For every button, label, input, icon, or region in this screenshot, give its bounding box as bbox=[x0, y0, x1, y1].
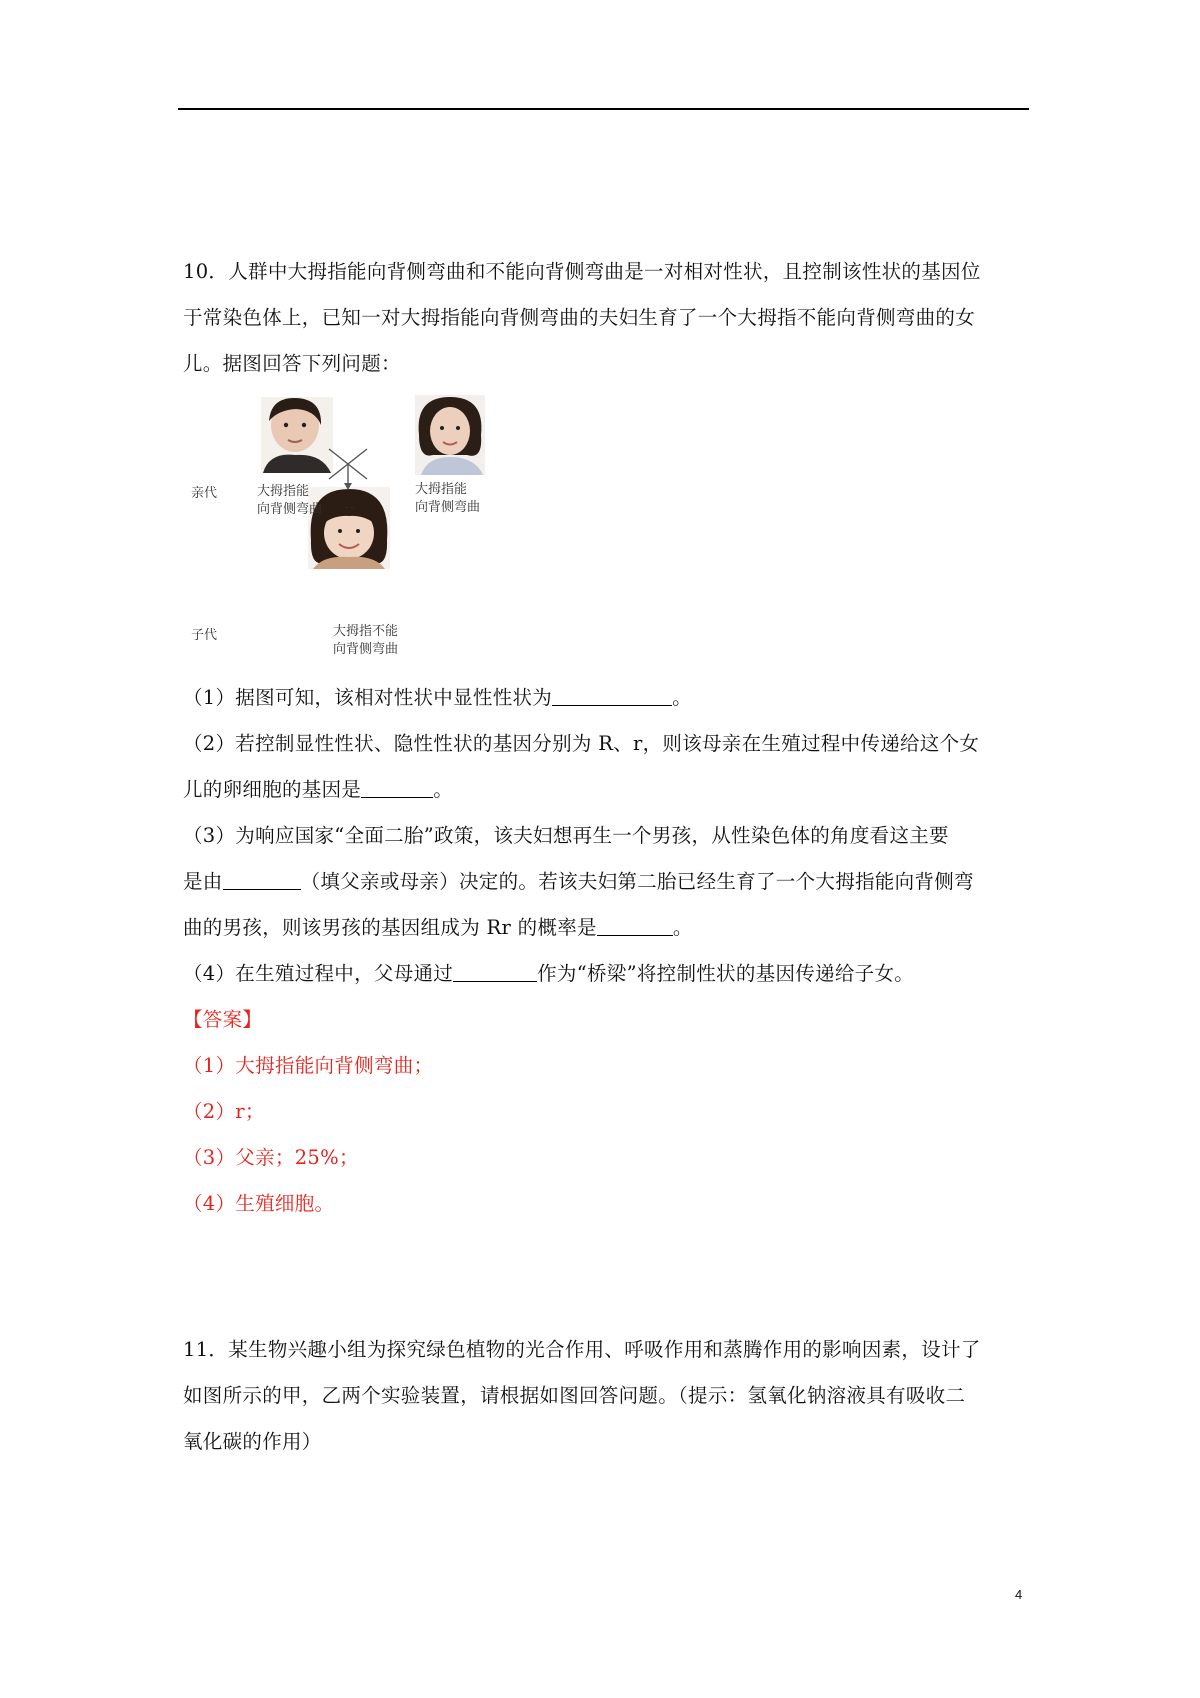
answer-blank-5 bbox=[453, 963, 537, 982]
q10-s3-text-b: （填父亲或母亲）决定的。若该夫妇第二胎已经生育了一个大拇指能向背侧弯 bbox=[300, 870, 974, 893]
inheritance-diagram bbox=[183, 395, 503, 663]
q10-text-line-1: 10．人群中大拇指能向背侧弯曲和不能向背侧弯曲是一对相对性状，且控制该性状的基因位 bbox=[183, 260, 981, 283]
answer-4: （4）生殖细胞。 bbox=[183, 1192, 335, 1215]
q10-s1-text: （1）据图可知，该相对性状中显性性状为 bbox=[183, 686, 553, 709]
mother-photo bbox=[415, 395, 485, 475]
q10-subquestion-3-line-3 bbox=[183, 912, 693, 940]
father-photo bbox=[261, 397, 333, 473]
page-number: 4 bbox=[1015, 1587, 1023, 1602]
answer-blank-1 bbox=[552, 687, 672, 706]
q10-s2-end: 。 bbox=[433, 778, 454, 801]
child-caption-line-1: 大拇指不能 bbox=[333, 624, 399, 639]
answer-blank-3 bbox=[223, 871, 301, 890]
q10-text-line-2: 于常染色体上，已知一对大拇指能向背侧弯曲的夫妇生育了一个大拇指不能向背侧弯曲的女 bbox=[183, 306, 976, 329]
child-generation-label: 子代 bbox=[191, 628, 218, 643]
answer-blank-4 bbox=[597, 917, 673, 936]
q10-subquestion-2-line-2 bbox=[183, 774, 453, 802]
header-rule bbox=[178, 108, 1029, 110]
q11-text-line-2: 如图所示的甲，乙两个实验装置，请根据如图回答问题。（提示：氢氧化钠溶液具有吸收二 bbox=[183, 1384, 966, 1407]
inheritance-figure bbox=[183, 395, 503, 663]
q11-text-line-1: 11．某生物兴趣小组为探究绿色植物的光合作用、呼吸作用和蒸腾作用的影响因素，设计了 bbox=[183, 1338, 981, 1361]
q10-s2-text: 儿的卵细胞的基因是 bbox=[183, 778, 362, 801]
answer-2: （2）r； bbox=[183, 1100, 265, 1123]
q10-subquestion-4 bbox=[183, 958, 914, 986]
q10-s4-text-b: 作为“桥梁”将控制性状的基因传递给子女。 bbox=[537, 962, 915, 985]
mother-caption-line-1: 大拇指能 bbox=[415, 482, 468, 497]
answer-1: （1）大拇指能向背侧弯曲； bbox=[183, 1054, 434, 1077]
parent-generation-label: 亲代 bbox=[191, 486, 218, 501]
q10-subquestion-3-line-2 bbox=[183, 866, 974, 894]
mother-caption-line-2: 向背侧弯曲 bbox=[415, 500, 481, 515]
answer-blank-2 bbox=[361, 779, 433, 798]
q11-text-line-3: 氧化碳的作用） bbox=[183, 1430, 322, 1453]
child-caption-line-2: 向背侧弯曲 bbox=[333, 642, 399, 657]
q10-subquestion-2-line-1: （2）若控制显性性状、隐性性状的基因分别为 R、r，则该母亲在生殖过程中传递给这个女 bbox=[183, 732, 980, 755]
q10-subquestion-3-line-1: （3）为响应国家“全面二胎”政策，该夫妇想再生一个男孩，从性染色体的角度看这主要 bbox=[183, 824, 949, 847]
answer-heading: 【答案】 bbox=[183, 1008, 263, 1031]
q10-s4-text-a: （4）在生殖过程中，父母通过 bbox=[183, 962, 454, 985]
q10-s3-text-c: 曲的男孩，则该男孩的基因组成为 Rr 的概率是 bbox=[183, 916, 597, 939]
cross-symbol bbox=[329, 449, 367, 490]
father-caption-line-2: 向背侧弯曲 bbox=[257, 502, 323, 517]
father-caption-line-1: 大拇指能 bbox=[257, 484, 310, 499]
q10-subquestion-1 bbox=[183, 682, 692, 710]
q10-text-line-3: 儿。据图回答下列问题： bbox=[183, 352, 401, 375]
q10-s3-text-a: 是由 bbox=[183, 870, 223, 893]
child-photo bbox=[308, 487, 390, 569]
q10-s3-end: 。 bbox=[672, 916, 693, 939]
q10-s1-end: 。 bbox=[672, 686, 692, 709]
answer-3: （3）父亲；25%； bbox=[183, 1146, 359, 1169]
